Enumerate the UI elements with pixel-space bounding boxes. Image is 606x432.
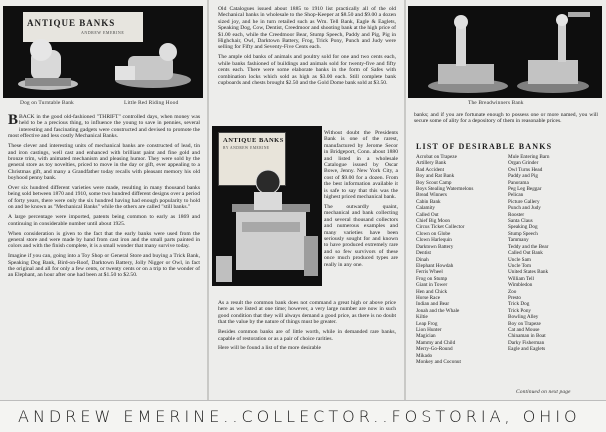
paragraph-5: When consideration is given to the fact that the early banks were used from the general store and were made by hand from cast iron and the small parts painted in colors and with the finish complete, it is a small wonder that many survive today. — [8, 230, 200, 250]
bank-list-item: Clown Harlequin — [416, 237, 452, 244]
bank-list-item: Artillery Bank — [416, 160, 447, 167]
paragraph-1: BACK in the good old-fashioned "THRIFT" controlled days, when money was held to be a precious thing, to influence the young to save in pennies, several interesting and fascinating gadgets were constructed and devised to promote the most effective and less costly Mechanical Banks. — [8, 114, 200, 140]
book-subtitle: BY ANDREW EMERINE — [223, 146, 270, 150]
bank-list-item: Uncle Tom — [508, 262, 532, 269]
paragraph-4: A large percentage were imported, patents being common to early as 1869 and continuing in considerable number until about 1925. — [8, 214, 200, 227]
bank-list-item: Darky Fisherman — [508, 339, 545, 346]
paragraph-6: Imagine if you can, going into a Toy Shop or General Store and buying a Trick Bank, Speaking Dog Bank, Bird-on-Roof, Darktown Battery, Jolly Nigger or Owl, in fact the original and all for only a few cents, or twenty cents or on a trip to the wonder of an Elephant, an hour after one had been at $1.50 to $2.50. — [8, 253, 200, 279]
bank-list-item: United States Bank — [508, 269, 549, 276]
bank-list-item: Lion Hunter — [416, 326, 442, 333]
footer-text: ANDREW EMERINE..COLLECTOR..FOSTORIA, OHIO — [18, 407, 581, 426]
bank-list-item: Mule Entering Barn — [508, 154, 550, 160]
desirable-banks-col-2 — [508, 154, 598, 388]
bank-list-item: Ferris Wheel — [416, 269, 443, 276]
panel-right — [406, 0, 604, 400]
bank-list-item: Circus Ticket Collector — [416, 224, 465, 231]
photo-breadwinners-bank — [408, 6, 602, 98]
bank-list-item: Uncle Sam — [508, 256, 531, 263]
panel2-top-text — [218, 6, 396, 130]
bank-list-item: Monkey and Coconut — [416, 359, 461, 365]
bank-list-item: Frog on Stump — [416, 275, 448, 282]
bank-list-item: Presto — [508, 294, 521, 301]
paragraph-top-1: Old Catalogues issued about 1885 to 1910 list practically all of the old Mechanical banks in wholesale to the Shop-Keeper at $8.50 and $9.00 a dozen sized joy, and he in turn retailed such as Wm. Tell Bank, Eagle & Eaglets, Speaking Dog, Cow, Dentist, Creedmoor and shooting bank at the high price of $1.00 each, while the Creedmoor Bear, Stump Speech, Paddy and Pig, Pig in Highchair, Owl, Darktown Battery, Frog, Trick Pony, Punch and Judy were selling for Fifty and Seventy-Five Cents each. — [218, 6, 396, 51]
bank-list-item: Darktown Battery — [416, 243, 454, 250]
bank-list-item: Speaking Dog — [508, 224, 538, 231]
paragraph-3: Over six hundred different varieties were made, resulting in many thousand banks being sold between 1870 and 1910, some two hundred different designs over a period of forty years, there were only the six hundred having had enough popularity to hold on and be known as "Mechanical Banks" while the others are called "still banks." — [8, 185, 200, 211]
bank-list-item: Calamity — [416, 205, 436, 212]
bank-list-item: Cabin Bank — [416, 198, 441, 205]
panel-middle — [210, 0, 402, 400]
bank-list-item: Jonah and the Whale — [416, 307, 460, 314]
photo-book-bank — [212, 126, 322, 286]
bank-list-item: Stump Speech — [508, 230, 538, 237]
caption-left: Dog on Turntable Bank — [20, 100, 74, 106]
bank-list-item: Wimbledon — [508, 282, 533, 289]
photo-subtitle: ANDREW EMERINE — [81, 30, 125, 35]
bank-list-item: Mammy and Child — [416, 339, 456, 346]
paragraph-side: The outwardly quaint, mechanical and bank collecting and several thousand collectors and numerous examples and many varieties have been seriously sought for and known to have produced extremely rare and so few survivors of these once much produced types are really in any one. — [324, 203, 398, 268]
panel1-body — [8, 114, 200, 396]
bank-list-item: Acrobat on Trapeze — [416, 154, 457, 160]
bank-list-item: Boys Stealing Watermelons — [416, 186, 474, 193]
bank-list-item: William Tell — [508, 275, 534, 282]
continued-note: Continued on next page — [516, 389, 571, 395]
bank-list-item: Panorama — [508, 179, 529, 186]
bank-list-item: Boy Scout Camp — [416, 179, 452, 186]
bank-list-item: Cat and Mouse — [508, 326, 540, 333]
paragraph-bottom-1: As a result the common bank does not command a great high or above price here as we listed at one time; however, a very large number are now in such good condition that they will always demand a good price, as there is no doubt that the value by the nature of things must be greater. — [218, 300, 396, 326]
bank-list-item: Boy and Rat Bank — [416, 173, 455, 180]
desirable-banks-col-1 — [416, 154, 504, 388]
bank-list-item: Leap Frog — [416, 320, 438, 327]
bank-list-item: Chief Big Moon — [416, 218, 451, 225]
bank-list-item: Hen and Chick — [416, 288, 448, 295]
paragraph-top-2: The ample old banks of animals and poultry sold for one and two cents each, while banks fashioned of buildings and animals sold for twenty-five and fifty cents each. There were some elaborate banks in the form of Safes with combination locks which sold as high as $3.00 each. Still complete bank cupboards and chests brought $2.50 and the Gold Dome bank sold at $3.50. — [218, 54, 396, 86]
bank-list-item: Elephant Howdah — [416, 262, 454, 269]
bank-list-item: Picture Gallery — [508, 198, 540, 205]
bank-list-item: Mikado — [416, 352, 433, 359]
bank-list-item: Dinah — [416, 256, 429, 263]
book-title: ANTIQUE BANKS — [223, 137, 284, 144]
bank-list-item: Bread Winners — [416, 192, 447, 199]
drop-cap: B — [8, 114, 19, 128]
bank-list-item: Owl Turns Head — [508, 166, 543, 173]
bank-list-item: Paddy and Pig — [508, 173, 538, 180]
bank-list-item: Peg Leg Beggar — [508, 186, 542, 193]
photo-title: ANTIQUE BANKS — [27, 18, 116, 28]
bank-list-item: Indian and Bear — [416, 301, 450, 308]
breadwinners-graphic — [408, 6, 602, 98]
bank-list-item: Merry-Go-Round — [416, 346, 453, 353]
bank-list-item: Bowling Alley — [508, 314, 539, 321]
caption-breadwinners: The Breadwinners Bank — [468, 100, 524, 106]
bank-list-item: Kiltie — [416, 314, 428, 321]
figure-bank-graphic — [212, 126, 322, 286]
caption-right: Little Red Riding Hood — [124, 100, 179, 106]
bank-list-item: Tammany — [508, 237, 529, 244]
bank-list-item: Trick Pony — [508, 307, 532, 314]
panel2-side-text — [324, 130, 398, 298]
bank-list-item: Boy on Trapeze — [508, 320, 541, 327]
paragraph-top-3: Without doubt the Presidents Bank is one of the rarest, manufactured by Jerome Secor in Bridgeport, Conn. about 1880 and listed in a wholesale Catalogue issued by Oscar Bowe, Jenny. New York City, a cost of $9.00 for a dozen. From the best information available it is safe to say that this was the highest priced mechanical bank. — [324, 130, 398, 201]
paragraph — [8, 114, 200, 140]
paragraph-bottom-2: Besides common banks are of little worth, while in demanded rare banks, capable of restoration or as a pair of choice rarities. — [218, 329, 396, 342]
footer-banner — [0, 400, 606, 432]
fold-line-1 — [207, 0, 209, 400]
bank-list-item: Zoo — [508, 288, 517, 295]
list-heading: LIST OF DESIRABLE BANKS — [416, 142, 553, 151]
panel3-intro: banks; and if you are fortunate enough to possess one or more named, you will secure some of ality for a depository of them in reasonable prices. — [414, 112, 598, 125]
bank-list-item: Pelican — [508, 192, 524, 199]
bank-list-item: Dentist — [416, 250, 431, 257]
bank-list-item: Called Out — [416, 211, 439, 218]
panel2-bottom-text — [218, 300, 396, 388]
bank-list-item: Bad Accident — [416, 166, 445, 173]
bank-list-item: Eagle and Eaglets — [508, 346, 546, 353]
bank-list-item: Teddy and the Bear — [508, 243, 549, 250]
bank-list-item: Punch and Judy — [508, 205, 541, 212]
paragraph-last-line: Here will be found a list of the more desirable — [218, 345, 321, 352]
bank-list-item: Called Out Bank — [508, 250, 543, 257]
bank-list-item: Santa Claus — [508, 218, 533, 225]
bank-list-item: Chinaman in Boat — [508, 333, 546, 340]
bank-list-item: Magician — [416, 333, 436, 340]
bank-list-item: Giant in Tower — [416, 282, 448, 289]
paragraph-2: These clever and interesting units of mechanical banks are constructed of lead, tin and iron castings, well cast and enhanced with brilliant paint and fine gold and bronze trim, with animated mechanism and pleasing humor. They were sold by the general store as toy novelties, priced to move in the day or gift, ever appealing to a Christmas gift, and many a Grandfather today recalls with pleasant memory his old boyhood penny bank. — [8, 143, 200, 182]
bank-list-item: Organ Grinder — [508, 160, 539, 167]
panel-left — [0, 0, 206, 400]
bank-list-item: Horse Race — [416, 294, 441, 301]
bank-list-item: Clown on Globe — [416, 230, 451, 237]
photo-dog-bank — [3, 6, 203, 98]
bank-list-item: Rooster — [508, 211, 525, 218]
bank-list-item: Trick Dog — [508, 301, 530, 308]
